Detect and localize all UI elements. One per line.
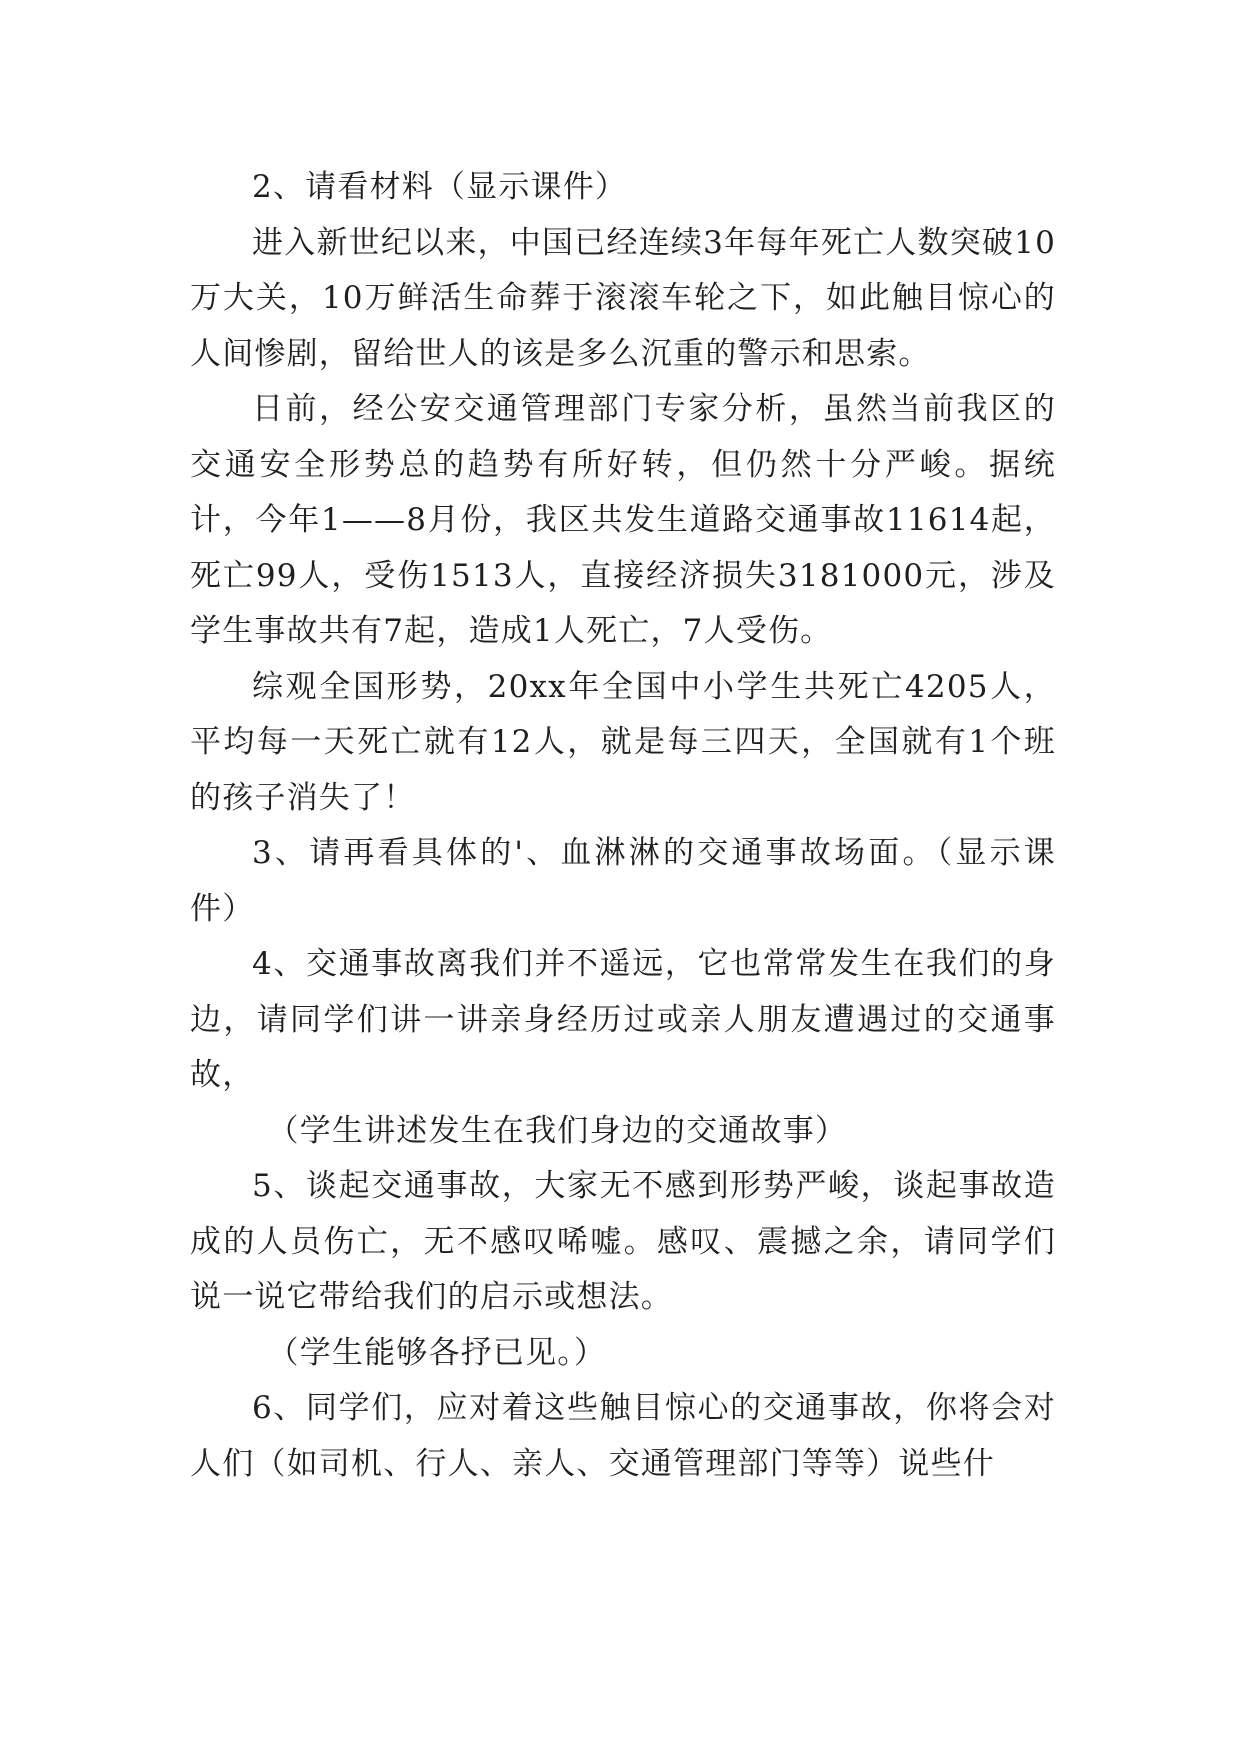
paragraph-accident-scenes: 3、请再看具体的'、血淋淋的交通事故场面。（显示课件）: [190, 835, 1056, 927]
paragraph-share-experience: 4、交通事故离我们并不遥远，它也常常发生在我们的身边，请同学们讲一讲亲身经历过或亲人朋友遭遇过的交通事故，: [190, 946, 1056, 1093]
paragraph-student-deaths: 综观全国形势，20xx年全国中小学生共死亡4205人，平均每一天死亡就有12人，就是每三四天，全国就有1个班的孩子消失了！: [190, 668, 1056, 816]
paragraph-student-stories: （学生讲述发生在我们身边的交通故事）: [267, 1112, 848, 1149]
paragraph-material-heading: 2、请看材料（显示课件）: [252, 169, 628, 205]
paragraph-student-opinions: （学生能够各抒已见。）: [267, 1334, 607, 1371]
document-page: [190, 160, 1056, 1492]
paragraph-reflection: 5、谈起交通事故，大家无不感到形势严峻，谈起事故造成的人员伤亡，无不感叹唏嘘。感叹、震撼之余，请同学们说一说它带给我们的启示或想法。: [190, 1168, 1056, 1315]
paragraph-district-statistics: 日前，经公安交通管理部门专家分析，虽然当前我区的交通安全形势总的趋势有所好转，但仍然十分严峻。据统计，今年1——8月份，我区共发生道路交通事故11614起，死亡99人，受伤1513人，直接经济损失3181000元，涉及学生事故共有7起，造成1人死亡，7人受伤。: [190, 391, 1056, 649]
paragraph-message-to-people: 6、同学们，应对着这些触目惊心的交通事故，你将会对人们（如司机、行人、亲人、交通管理部门等等）说些什: [190, 1390, 1056, 1482]
paragraph-national-deaths: 进入新世纪以来，中国已经连续3年每年死亡人数突破10万大关，10万鲜活生命葬于滚滚车轮之下，如此触目惊心的人间惨剧，留给世人的该是多么沉重的警示和思索。: [190, 224, 1056, 372]
